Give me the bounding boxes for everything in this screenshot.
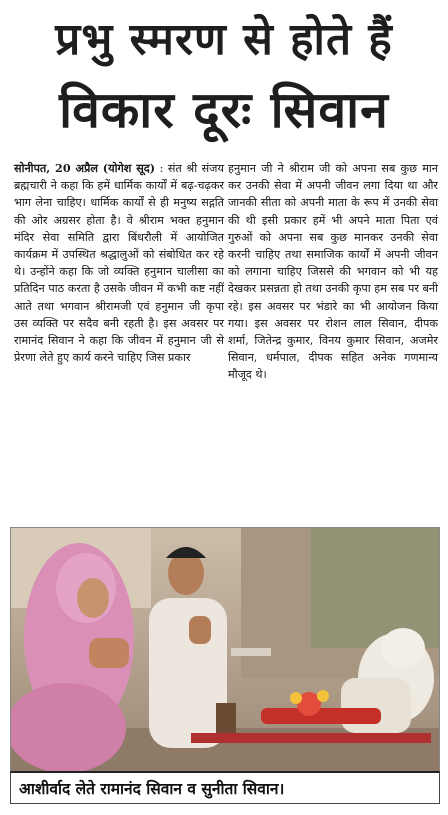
article-body-left	[14, 160, 224, 366]
headline-line-2: विकार दूरः सिवान	[59, 81, 389, 139]
article-column-left	[14, 160, 224, 366]
dateline: सोनीपत, 20 अप्रैल (योगेश सूद)	[14, 161, 156, 175]
news-photo	[10, 527, 440, 772]
headline-line-1: प्रभु स्मरण से होते हैं	[55, 14, 393, 65]
photo-caption: आशीर्वाद लेते रामानंद सिवान व सुनीता सिवान।	[19, 780, 285, 798]
photo-illustration	[11, 528, 439, 771]
article-column-right	[228, 160, 438, 384]
caption-bar	[10, 771, 440, 804]
article-text-left: : संत श्री संजय ब्रह्मचारी ने कहा कि हमें धार्मिक कार्यों में बढ़-चढ़कर भाग लेना चाहिए। धार्मिक कार्यों से ही मनुष्य सद्गति की ओर अग्रसर होता है। वे श्रीराम भक्त हनुमान मंदिर सेवा समिति द्वारा बिंधरौली में आयोजित कार्यक्रम में उपस्थित श्रद्धालुओं को संबोधित कर रहे थे। उन्होंने कहा कि जो व्यक्ति हनुमान चालीसा का प्रतिदिन पाठ करता है उसके जीवन में कभी कष्ट नहीं आते तथा भगवान श्रीरामजी एवं हनुमान जी कृपा उस व्यक्ति पर सदैव बनी रहती है। इस अवसर पर रामानंद सिवान ने कहा कि जीवन में हनुमान जी से प्रेरणा लेते हुए कार्य करने चाहिए जिस प्रकार	[14, 162, 224, 365]
article-text-right: हनुमान जी ने श्रीराम जी को अपना सब कुछ मान कर उनकी सेवा में अपनी जीवन लगा दिया था और जानकी सीता को अपनी माता के रूप में उनकी सेवा की थी इसी प्रकार हमें भी अपने माता पिता एवं गुरुओं को अपना सब कुछ मानकर उनकी सेवा करनी चाहिए तथा समाजिक कार्यों में अपनी जीवन को लगाना चाहिए जिससे की भगवान को भी यह देखकर प्रसन्नता हो तथा उनकी कृपा हम सब पर बनी रहे। इस अवसर पर भंडारे का भी आयोजन किया गया। इस अवसर पर रोशन लाल सिवान, दीपक शर्मा, जितेन्द्र कुमार, विनय कुमार सिवान, अजमेर सिवान, धर्मपाल, दीपक सहित अनेक गणमान्य मौजूद थे।	[228, 162, 438, 382]
